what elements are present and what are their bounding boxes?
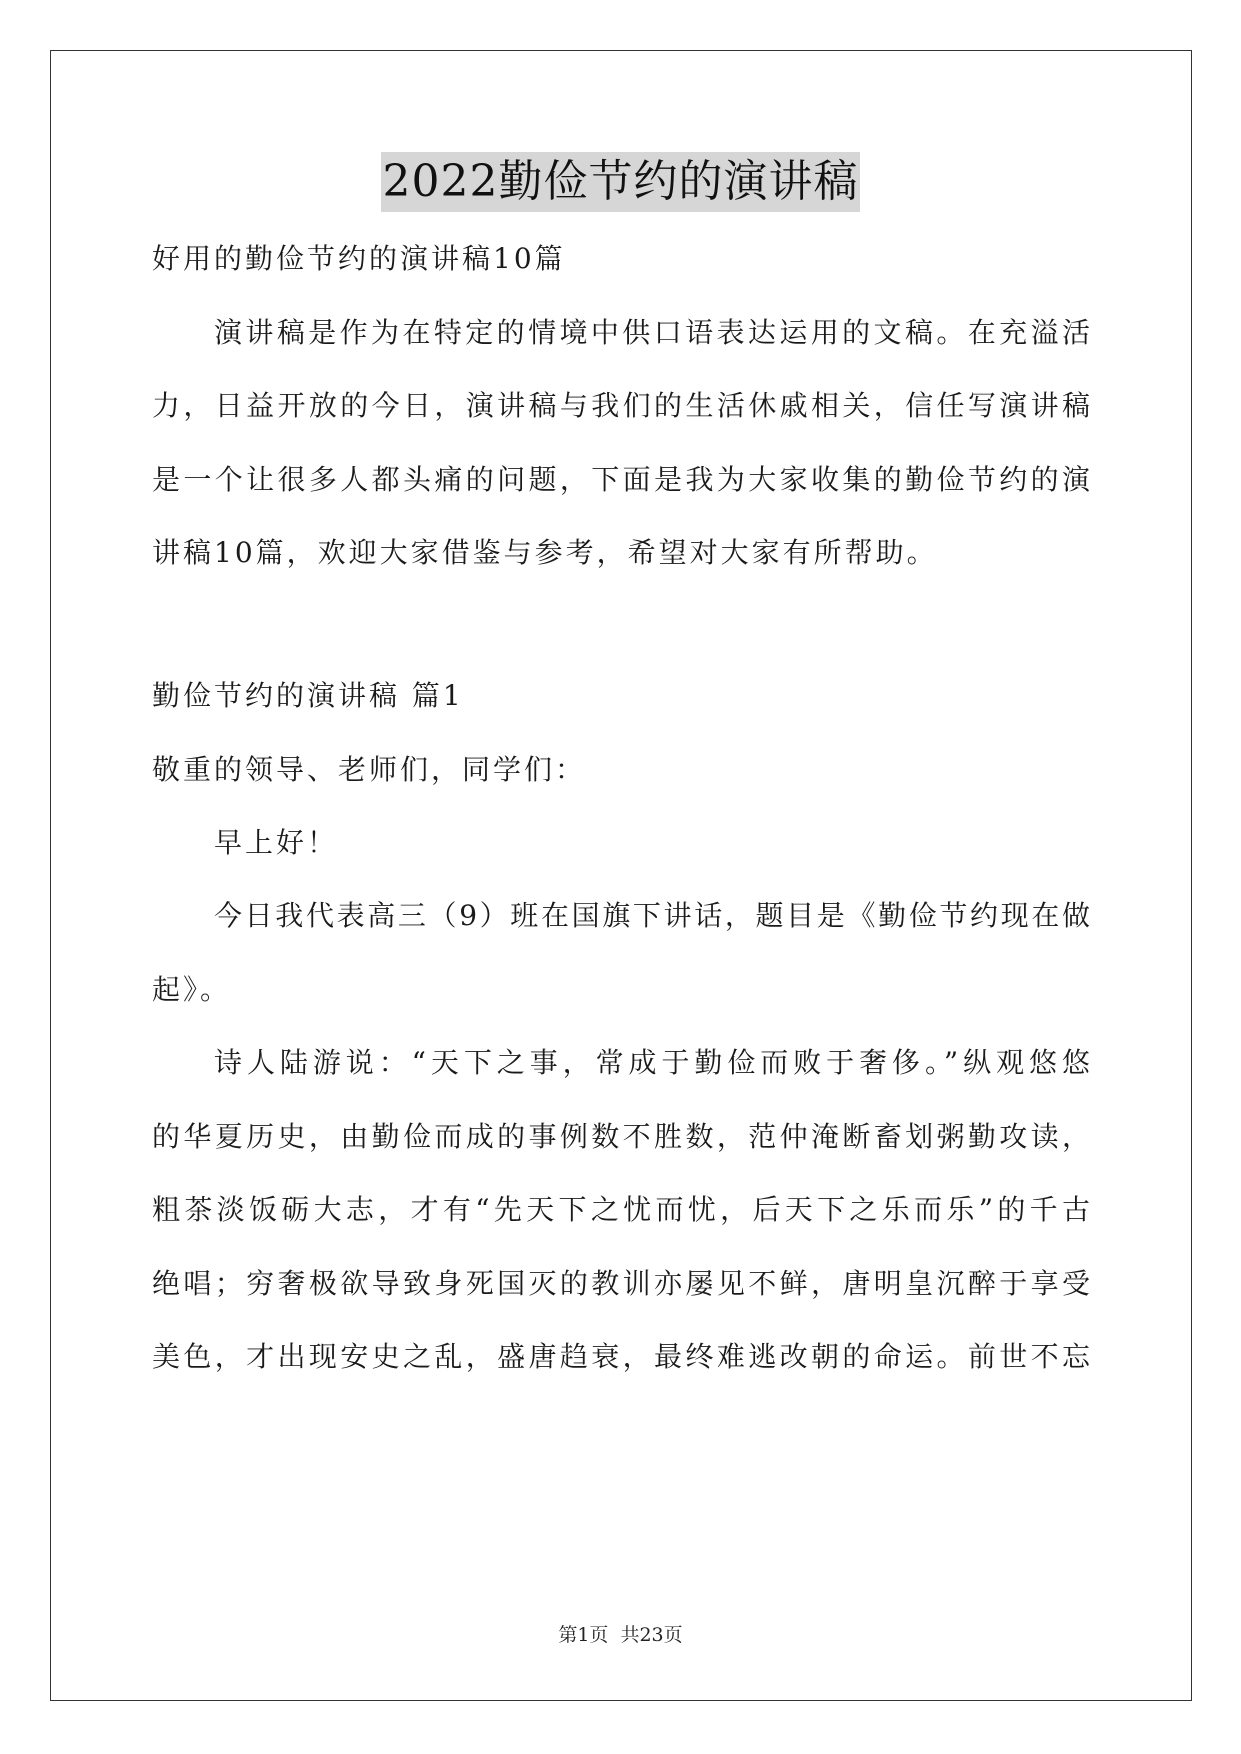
paragraph-line: 起》。	[152, 973, 232, 1006]
paragraph-line: 粗茶淡饭砺大志，才有“先天下之忧而忧，后天下之乐而乐”的千古	[152, 1193, 1090, 1226]
morning-greeting: 早上好！	[214, 826, 339, 859]
page-border	[50, 50, 1192, 1701]
intro-line: 演讲稿是作为在特定的情境中供口语表达运用的文稿。在充溢活	[214, 316, 1090, 349]
greeting-line: 敬重的领导、老师们，同学们：	[152, 753, 587, 786]
paragraph-line: 美色，才出现安史之乱，盛唐趋衰，最终难逃改朝的命运。前世不忘	[152, 1340, 1090, 1373]
intro-line: 力，日益开放的今日，演讲稿与我们的生活休戚相关，信任写演讲稿	[152, 389, 1090, 422]
intro-line: 讲稿10篇，欢迎大家借鉴与参考，希望对大家有所帮助。	[152, 536, 938, 569]
page-number-footer: 第1页 共23页	[558, 1624, 683, 1646]
paragraph-line: 绝唱；穷奢极欲导致身死国灭的教训亦屡见不鲜，唐明皇沉醉于享受	[152, 1267, 1090, 1300]
intro-line: 是一个让很多人都头痛的问题，下面是我为大家收集的勤俭节约的演	[152, 463, 1090, 496]
document-subtitle: 好用的勤俭节约的演讲稿10篇	[152, 242, 566, 275]
title-container	[0, 152, 1241, 212]
paragraph-line: 今日我代表高三（9）班在国旗下讲话，题目是《勤俭节约现在做	[214, 899, 1090, 932]
paragraph-line: 诗人陆游说：“天下之事，常成于勤俭而败于奢侈。”纵观悠悠	[214, 1046, 1090, 1079]
document-title: 2022勤俭节约的演讲稿	[381, 152, 861, 212]
paragraph-line: 的华夏历史，由勤俭而成的事例数不胜数，范仲淹断畜划粥勤攻读，	[152, 1120, 1090, 1153]
section-heading: 勤俭节约的演讲稿 篇1	[152, 679, 464, 712]
